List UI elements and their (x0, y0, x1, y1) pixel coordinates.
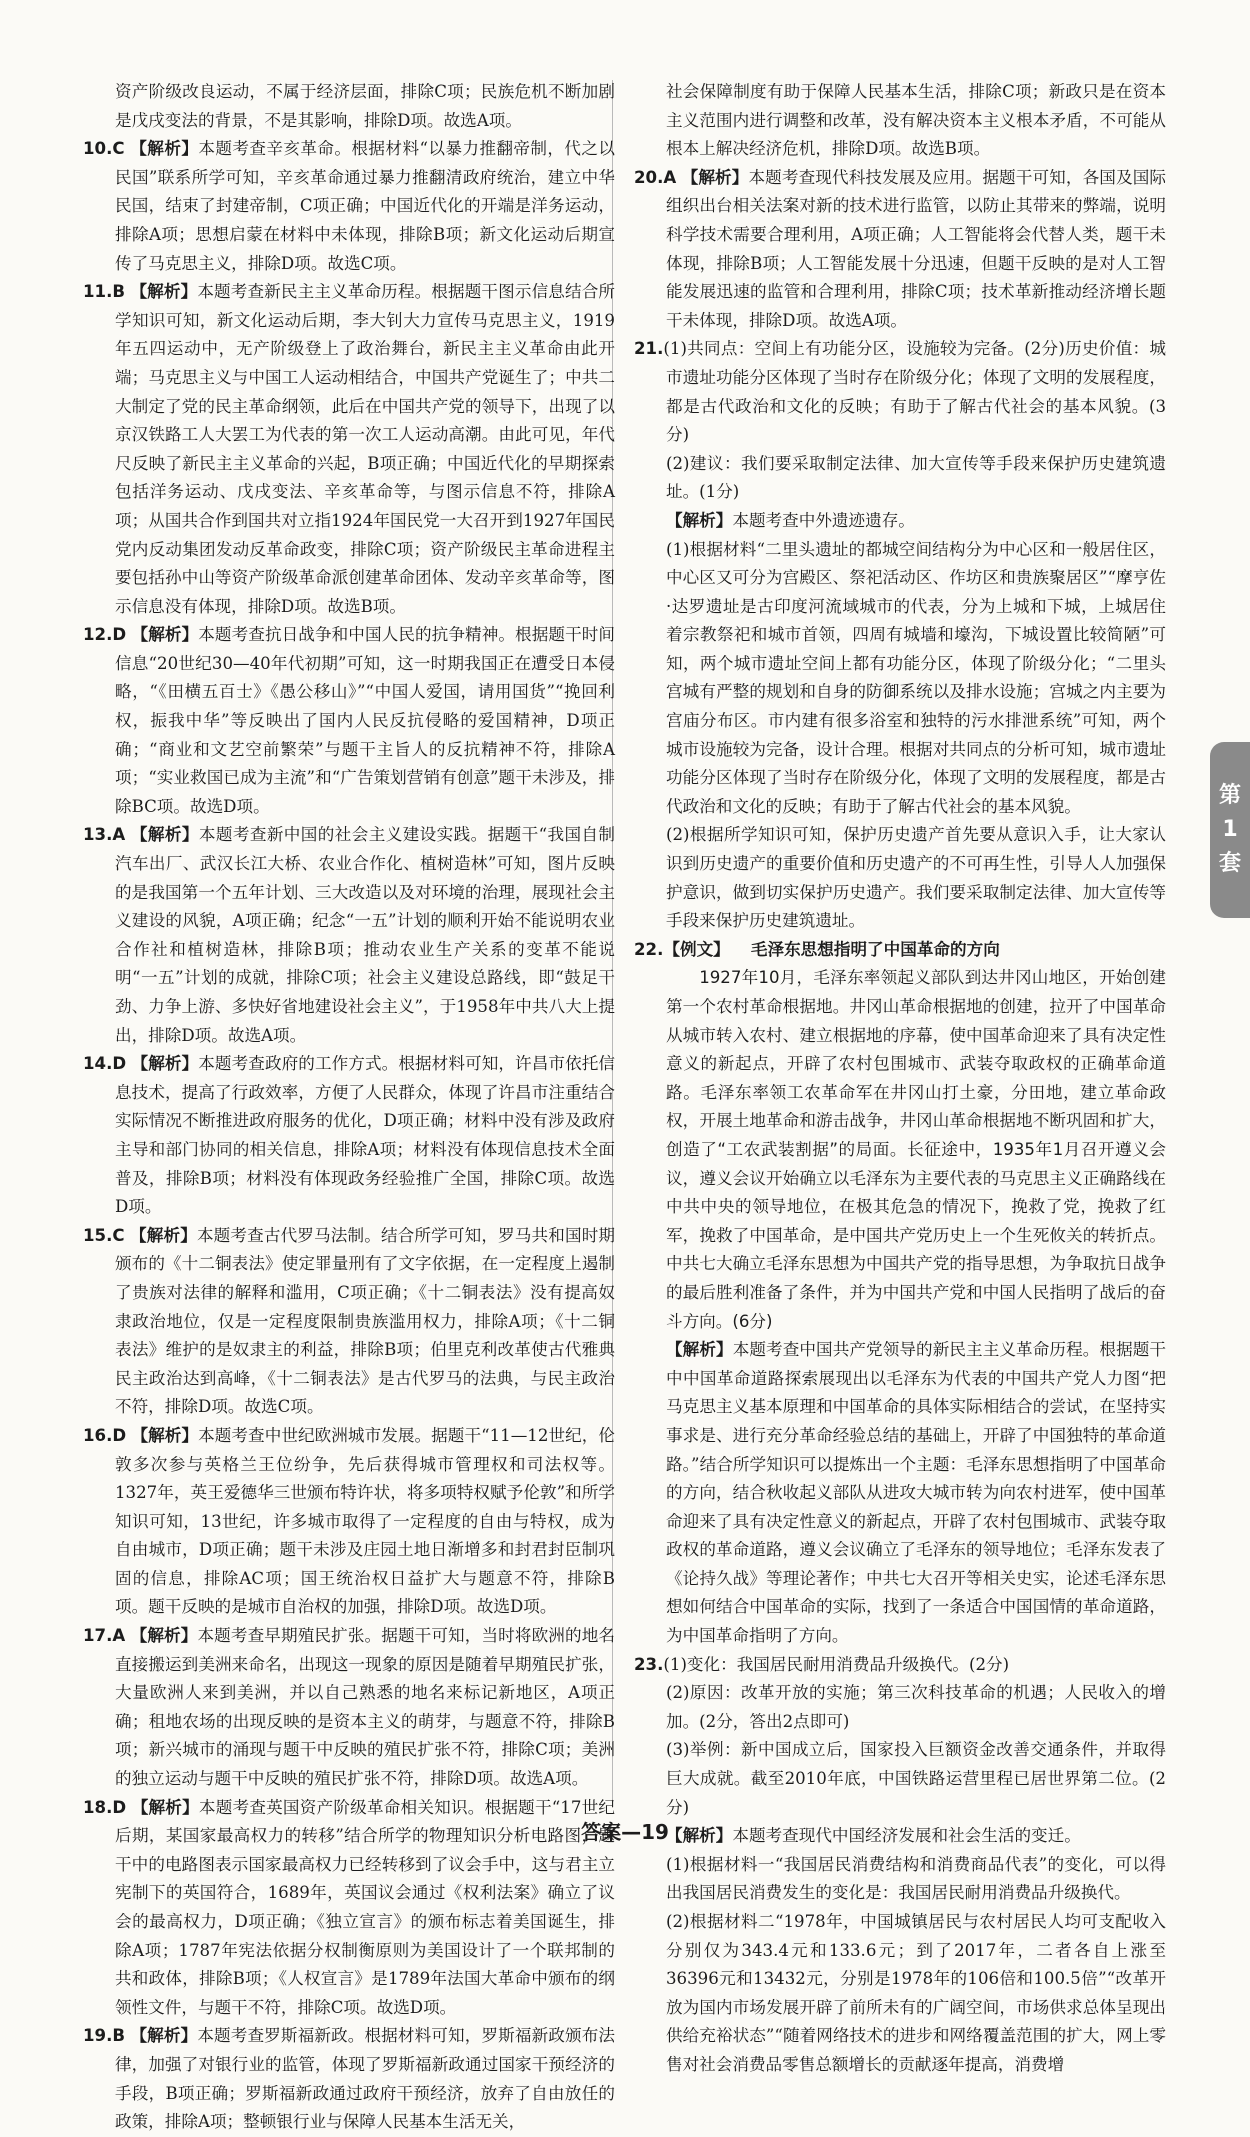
answer-item-15: 15.C 【解析】本题考查古代罗马法制。结合所学可知，罗马共和国时期颁布的《十二铜表法》使定罪量刑有了文字依据，在一定程度上遏制了贵族对法律的解释和滥用，C项正确；《十二铜表法》没有提高奴隶政治地位，仅是一定程度限制贵族滥用权力，排除A项；《十二铜表法》维护的是奴隶主的利益，排除B项；伯里克利改革使古代雅典民主政治达到高峰，《十二铜表法》是古代罗马的法典，与民主政治不符，排除D项。故选C项。 (83, 1225, 616, 1417)
right-intro: 社会保障制度有助于保障人民基本生活，排除C项；新政只是在资本主义范围内进行调整和改革，没有解决资本主义根本矛盾，不可能从根本上解决经济危机，排除D项。故选B项。 (666, 82, 1166, 159)
left-intro: 资产阶级改良运动，不属于经济层面，排除C项；民族危机不断加剧是戊戌变法的背景，不是其影响，排除D项。故选A项。 (115, 82, 615, 130)
answer-item-18: 18.D 【解析】本题考查英国资产阶级革命相关知识。根据题干“17世纪后期，某国家最高权力的转移”结合所学的物理知识分析电路图，题干中的电路图表示国家最高权力已经转移到了议会手中，这与君主立宪制下的英国符合，1689年，英国议会通过《权利法案》确立了议会的最高权力，D项正确；《独立宣言》的颁布标志着美国诞生，排除A项；1787年宪法依据分权制衡原则为美国设计了一个联邦制的共和政体，排除B项；《人权宣言》是1789年法国大革命中颁布的纲领性文件，与题干不符，排除C项。故选D项。 (83, 1797, 615, 2017)
answer-item-19: 19.B 【解析】本题考查罗斯福新政。根据材料可知，罗斯福新政颁布法律，加强了对银行业的监管，体现了罗斯福新政通过国家干预经济的手段，B项正确；罗斯福新政通过政府干预经济，放弃了自由放任的政策，排除A项；整顿银行业与保障人民基本生活无关， (83, 2026, 616, 2132)
essay-body: 1927年10月，毛泽东率领起义部队到达井冈山地区，开始创建第一个农村革命根据地。井冈山革命根据地的创建，拉开了中国革命从城市转入农村、建立根据地的序幕，使中国革命迎来了具有决定性意义的新起点，开辟了农村包围城市、武装夺取政权的正确革命道路。毛泽东率领工农革命军在井冈山打土豪，分田地，建立革命政权，开展土地革命和游击战争，井冈山革命根据地不断巩固和扩大，创造了“工农武装割据”的局面。长征途中，1935年1月召开遵义会议，遵义会议开始确立以毛泽东为主要代表的马克思主义正确路线在中共中央的领导地位，在极其危急的情况下，挽救了党，挽救了红军，挽救了中国革命，是中国共产党历史上一个生死攸关的转折点。中共七大确立毛泽东思想为中国共产党的指导思想，为争取抗日战争的最后胜利准备了条件，并为中国共产党和中国人民指明了战后的奋斗方向。(6分) (666, 968, 1166, 1331)
essay-title: 毛泽东思想指明了中国革命的方向 (750, 939, 1000, 959)
page-footer: 答案—19 (581, 1820, 669, 1844)
answer-item-12: 12.D 【解析】本题考查抗日战争和中国人民的抗争精神。根据题干时间信息“20世纪30—40年代初期”可知，这一时期我国正在遭受日本侵略，“《田横五百士》《愚公移山》”“中国人爱国，请用国货”“挽回利权，振我中华”等反映出了国内人民反抗侵略的爱国精神，D项正确；“商业和文艺空前繁荣”与题干主旨人的反抗精神不符，排除A项；“实业救国已成为主流”和“广告策划营销有创意”题干未涉及，排除BC项。故选D项。 (83, 625, 616, 816)
answer-item-13: 13.A 【解析】本题考查新中国的社会主义建设实践。据题干“我国自制汽车出厂、武汉长江大桥、农业合作化、植树造林”可知，图片反映的是我国第一个五年计划、三大改造以及对环境的治理，展现社会主义建设的风貌，A项正确；纪念“一五”计划的顺利开始不能说明农业合作社和植树造林，排除B项；推动农业生产关系的变革不能说明“一五”计划的成就，排除C项；社会主义建设总路线，即“鼓足干劲、力争上游、多快好省地建设社会主义”，于1958年中共八大上提出，排除D项。故选A项。 (83, 825, 616, 1045)
answer-item-22: 22.【例文】 毛泽东思想指明了中国革命的方向 1927年10月，毛泽东率领起义部队到达井冈山地区，开始创建第一个农村革命根据地。井冈山革命根据地的创建，拉开了中国革命从城市转入农村、建立根据地的序幕，使中国革命迎来了具有决定性意义的新起点，开辟了农村包围城市、武装夺取政权的正确革命道路。毛泽东率领工农革命军在井冈山打土豪，分田地，建立革命政权，开展土地革命和游击战争，井冈山革命根据地不断巩固和扩大，创造了“工农武装割据”的局面。长征途中，1935年1月召开遵义会议，遵义会议开始确立以毛泽东为主要代表的马克思主义正确路线在中共中央的领导地位，在极其危急的情况下，挽救了党，挽救了红军，挽救了中国革命，是中国共产党历史上一个生死攸关的转折点。中共七大确立毛泽东思想为中国共产党的指导思想，为争取抗日战争的最后胜利准备了条件，并为中国共产党和中国人民指明了战后的奋斗方向。(6分) 【解析】本题考查中国共产党领导的新民主主义革命历程。根据题干中中国革命道路探索展现出以毛泽东为代表的中国共产党人力图“把马克思主义基本原理和中国革命的具体实际相结合的尝试，在坚持实事求是、进行充分革命经验总结的基础上，开辟了中国独特的革命道路。”结合所学知识可以提炼出一个主题：毛泽东思想指明了中国革命的方向，结合秋收起义部队从进攻大城市转为向农村进军，使中国革命迎来了具有决定性意义的新起点，开辟了农村包围城市、武装夺取政权的革命道路，遵义会议确立了毛泽东的领导地位；毛泽东发表了《论持久战》等理论著作；中共七大召开等相关史实，论述毛泽东思想如何结合中国革命的实际，找到了一条适合中国国情的革命道路，为中国革命指明了方向。 (634, 939, 1167, 1646)
right-column (634, 78, 1167, 2074)
answer-item-17: 17.A 【解析】本题考查早期殖民扩张。据题干可知，当时将欧洲的地名直接搬运到美洲来命名，出现这一现象的原因是随着早期殖民扩张，大量欧洲人来到美洲，并以自己熟悉的地名来标记新地区，A项正确；租地农场的出现反映的是资本主义的萌芽，与题意不符，排除B项；新兴城市的涌现与题干中反映的殖民扩张不符，排除C项；美洲的独立运动与题干中反映的殖民扩张不符，排除D项。故选A项。 (83, 1626, 616, 1789)
answer-item-10: 10.C 【解析】本题考查辛亥革命。根据材料“以暴力推翻帝制，代之以民国”联系所学可知，辛亥革命通过暴力推翻清政府统治，建立中华民国，结束了封建帝制，C项正确；中国近代化的开端是洋务运动，排除A项；思想启蒙在材料中未体现，排除B项；新文化运动后期宣传了马克思主义，排除D项。故选C项。 (83, 139, 616, 273)
set-number-tab: 第 1 套 (1210, 742, 1250, 918)
answer-item-20: 20.A 【解析】本题考查现代科技发展及应用。据题干可知，各国及国际组织出台相关法案对新的技术进行监管，以防止其带来的弊端，说明科学技术需要合理利用，A项正确；人工智能将会代替人类，题干未体现，排除B项；人工智能发展十分迅速，但题干反映的是对人工智能发展迅速的监管和合理利用，排除C项；技术革新推动经济增长题干未体现，排除D项。故选A项。 (634, 167, 1167, 330)
answer-item-16: 16.D 【解析】本题考查中世纪欧洲城市发展。据题干“11—12世纪，伦敦多次参与英格兰王位纷争，先后获得城市管理权和司法权等。1327年，英王爱德华三世颁布特许状，将多项特权赋予伦敦”和所学知识可知，13世纪，许多城市取得了一定程度的自由与特权，成为自由城市，D项正确；题干未涉及庄园土地日渐增多和封君封臣制巩固的信息，排除AC项；国王统治权日益扩大与题意不符，排除B项。题干反映的是城市自治权的加强，排除D项。故选D项。 (83, 1425, 615, 1617)
answer-item-14: 14.D 【解析】本题考查政府的工作方式。根据材料可知，许昌市依托信息技术，提高了行政效率，方便了人民群众，体现了许昌市注重结合实际情况不断推进政府服务的优化，D项正确；材料中没有涉及政府主导和部门协同的相关信息，排除A项；材料没有体现信息技术全面普及，排除B项；材料没有体现政务经验推广全国，排除C项。故选D项。 (83, 1054, 616, 1217)
left-column (83, 78, 616, 2132)
answer-item-11: 11.B 【解析】本题考查新民主主义革命历程。根据题干图示信息结合所学知识可知，新文化运动后期，李大钊大力宣传马克思主义，1919年五四运动中，无产阶级登上了政治舞台，新民主主义革命由此开端；马克思主义与中国工人运动相结合，中国共产党诞生了；中共二大制定了党的民主革命纲领，此后在中国共产党的领导下，出现了以京汉铁路工人大罢工为代表的第一次工人运动高潮。由此可见，年代尺反映了新民主主义革命的兴起，B项正确；中国近代化的早期探索包括洋务运动、戊戌变法、辛亥革命等，与图示信息不符，排除A项；从国共合作到国共对立指1924年国民党一大召开到1927年国民党内反动集团发动反革命政变，排除C项；资产阶级民主革命进程主要包括孙中山等资产阶级革命派创建革命团体、发动辛亥革命等，图示信息没有体现，排除D项。故选B项。 (83, 282, 616, 616)
answer-item-21: 21.(1)共同点：空间上有功能分区，设施较为完备。(2分)历史价值：城市遗址功能分区体现了当时存在阶级分化；体现了文明的发展程度，都是古代政治和文化的反映；有助于了解古代社会的基本风貌。(3分) (2)建议：我们要采取制定法律、加大宣传等手段来保护历史建筑遗址。(1分) 【解析】本题考查中外遗迹遗存。 (1)根据材料“二里头遗址的都城空间结构分为中心区和一般居住区，中心区又可分为宫殿区、祭祀活动区、作坊区和贵族聚居区”“摩亨佐·达罗遗址是古印度河流域城市的代表，分为上城和下城，上城居住着宗教祭祀和城市首领，四周有城墙和壕沟，下城设置比较简陋”可知，两个城市遗址空间上都有功能分区，体现了阶级分化；“二里头宫城有严整的规划和自身的防御系统以及排水设施；宫城之内主要为宫庙分布区。市内建有很多浴室和独特的污水排泄系统”可知，两个城市设施较为完备，设计合理。根据对共同点的分析可知，城市遗址功能分区体现了当时存在阶级分化，体现了文明的发展程度，都是古代政治和文化的反映；有助于了解古代社会的基本风貌。 (2)根据所学知识可知，保护历史遗产首先要从意识入手，让大家认识到历史遗产的重要价值和历史遗产的不可再生性，引导人人加强保护意识，做到切实保护历史遗产。我们要采取制定法律、加大宣传等手段来保护历史建筑遗址。 (634, 339, 1166, 931)
answer-item-23: 23.(1)变化：我国居民耐用消费品升级换代。(2分) (2)原因：改革开放的实施；第三次科技革命的机遇；人民收入的增加。(2分，答出2点即可) (3)举例：新中国成立后，国家投入巨额资金改善交通条件，并取得巨大成就。截至2010年底，中国铁路运营里程已居世界第二位。(2分) 【解析】本题考查现代中国经济发展和社会生活的变迁。 (1)根据材料一“我国居民消费结构和消费商品代表”的变化，可以得出我国居民消费发生的变化是：我国居民耐用消费品升级换代。 (2)根据材料二“1978年，中国城镇居民与农村居民人均可支配收入分别仅为343.4元和133.6元；到了2017年，二者各自上涨至36396元和13432元，分别是1978年的106倍和100.5倍”“改革开放为国内市场发展开辟了前所未有的广阔空间，市场供求总体呈现出供给充裕状态”“随着网络技术的进步和网络覆盖范围的扩大，网上零售对社会消费品零售总额增长的贡献逐年提高，消费增 (634, 1654, 1166, 2074)
